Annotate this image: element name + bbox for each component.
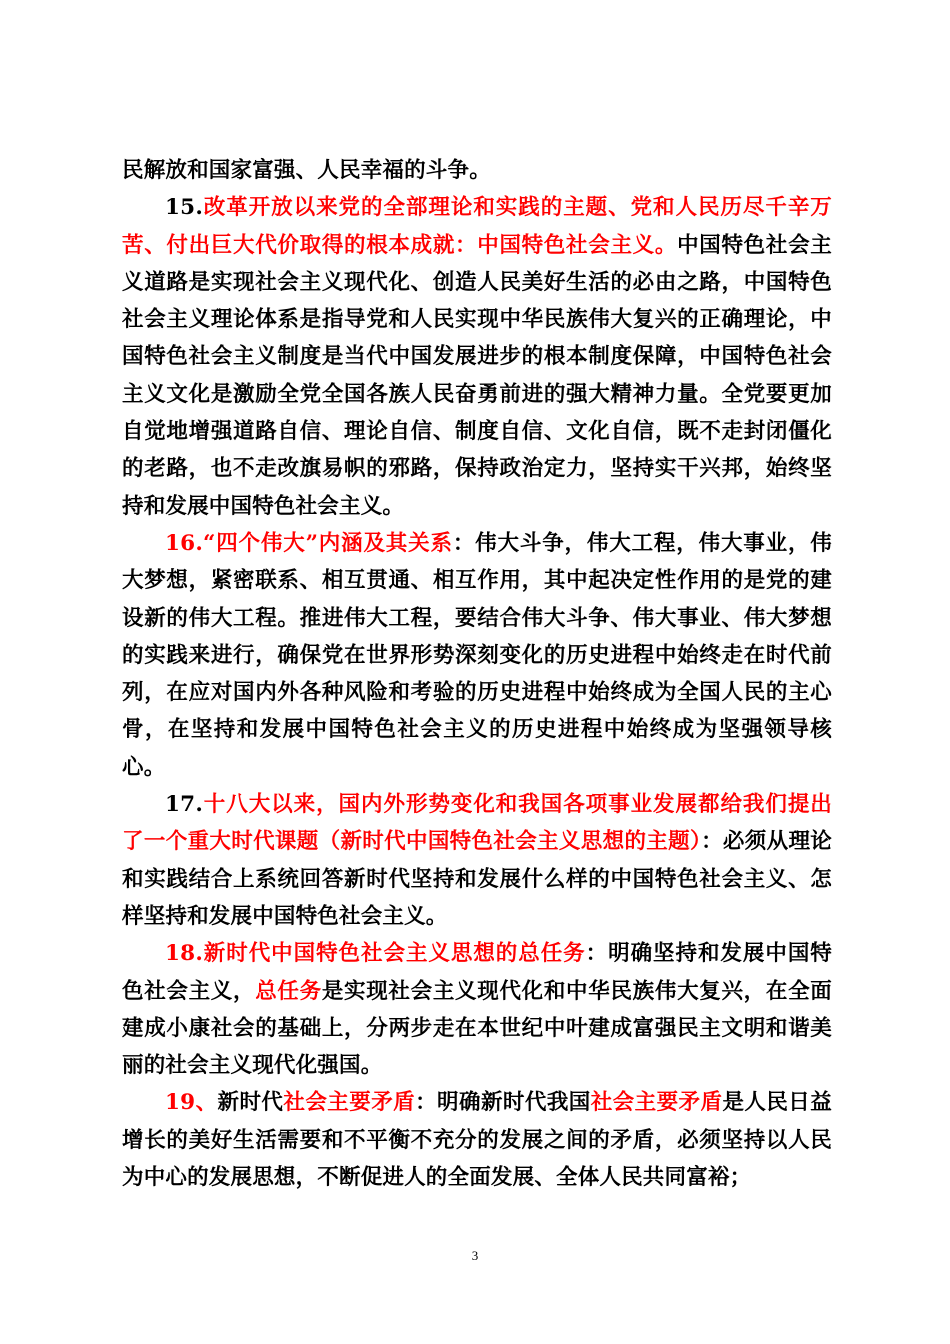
item-number: 19、 <box>165 1090 218 1116</box>
highlighted-heading: 16.“四个伟大”内涵及其关系 <box>165 530 453 556</box>
text-run: ：伟大斗争，伟大工程，伟大事业，伟大梦想，紧密联系、相互贯通、相互作用，其中起决定性作用的是党的建设新的伟大工程。推进伟大工程，要结合伟大斗争、伟大事业、伟大梦想的实践来进行，确保党在世界形势深刻变化的历史进程中始终走在时代前列，在应对国内外各种风险和考验的历史进程中始终成为全国人民的主心骨，在坚持和发展中国特色社会主义的历史进程中始终成为坚强领导核心。 <box>122 530 833 780</box>
highlighted-term: 总任务 <box>255 978 322 1004</box>
paragraph <box>122 152 832 189</box>
document-body <box>122 152 832 1196</box>
text-run: 是实现社会主义现代化和中华民族伟大复兴，在全面建成小康社会的基础上，分两步走在本世纪中叶建成富强民主文明和谐美丽的社会主义现代化强国。 <box>122 978 832 1079</box>
item-number: 15. <box>165 195 204 221</box>
text-run: ：明确坚持和发展中国特色社会主义， <box>122 941 832 1004</box>
paragraph-15 <box>122 189 832 525</box>
paragraph-19 <box>122 1084 832 1196</box>
text-run: ：明确新时代我国 <box>415 1090 591 1116</box>
paragraph-17 <box>122 786 832 935</box>
highlighted-term: 社会主要矛盾 <box>590 1090 723 1116</box>
highlighted-term: 社会主要矛盾 <box>283 1090 416 1116</box>
item-number: 17. <box>165 792 204 818</box>
highlighted-heading: 十八大以来，国内外形势变化和我国各项事业发展都给我们提出了一个重大时代课题（新时代中国特色社会主义思想的主题） <box>122 792 832 855</box>
paragraph-18 <box>122 935 832 1084</box>
text-run: 是人民日益增长的美好生活需要和不平衡不充分的发展之间的矛盾，必须坚持以人民为中心的发展思想，不断促进人的全面发展、全体人民共同富裕； <box>122 1090 832 1191</box>
highlighted-heading: 改革开放以来党的全部理论和实践的主题、党和人民历尽千辛万苦、付出巨大代价取得的根本成就：中国特色社会主义。 <box>122 195 832 258</box>
highlighted-heading: 18.新时代中国特色社会主义思想的总任务 <box>165 941 586 967</box>
text-run: 新时代 <box>217 1090 284 1116</box>
text-run: 中国特色社会主义道路是实现社会主义现代化、创造人民美好生活的必由之路，中国特色社会主义理论体系是指导党和人民实现中华民族伟大复兴的正确理论，中国特色社会主义制度是当代中国发展进步的根本制度保障，中国特色社会主义文化是激励全党全国各族人民奋勇前进的强大精神力量。全党要更加自觉地增强道路自信、理论自信、制度自信、文化自信，既不走封闭僵化的老路，也不走改旗易帜的邪路，保持政治定力，坚持实干兴邦，始终坚持和发展中国特色社会主义。 <box>122 232 832 519</box>
text-run: ：必须从理论和实践结合上系统回答新时代坚持和发展什么样的中国特色社会主义、怎样坚持和发展中国特色社会主义。 <box>122 829 833 929</box>
paragraph-16 <box>122 525 832 786</box>
page-number: 3 <box>471 1248 479 1263</box>
text-run: 民解放和国家富强、人民幸福的斗争。 <box>122 158 491 183</box>
